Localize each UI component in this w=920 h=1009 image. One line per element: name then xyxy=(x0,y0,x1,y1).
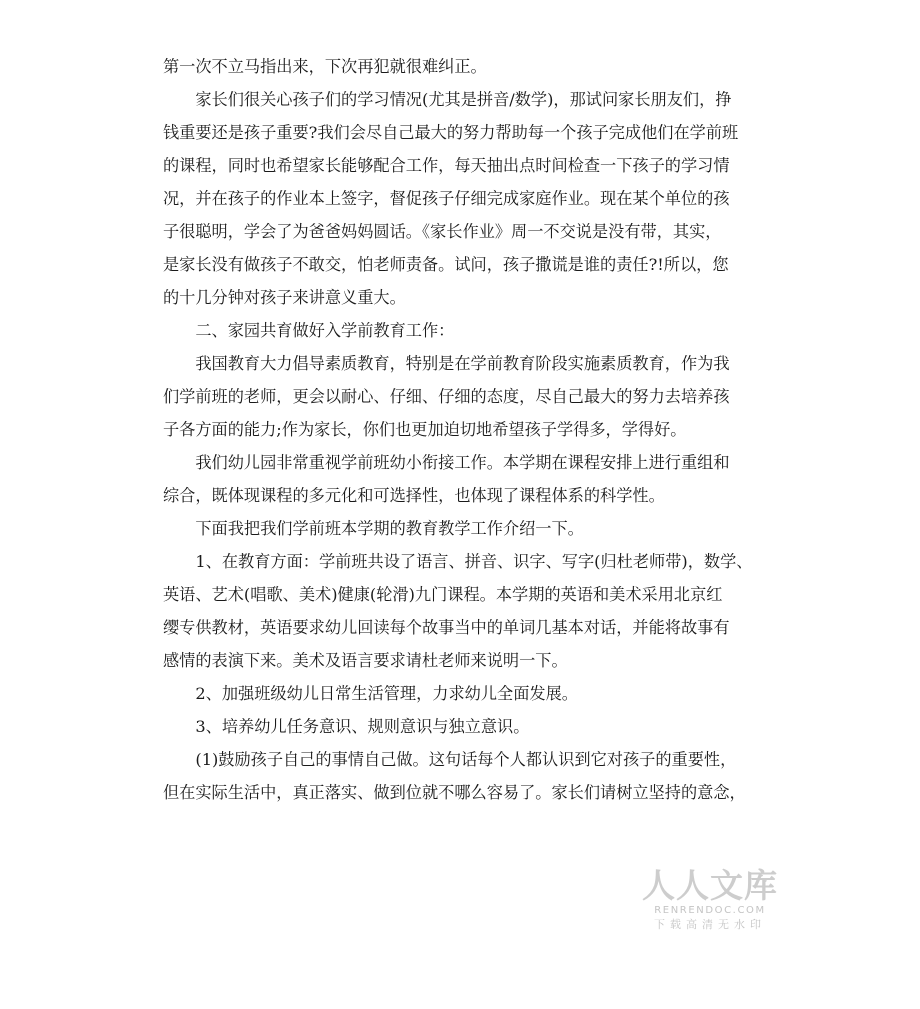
text-line: 第一次不立马指出来，下次再犯就很难纠正。 xyxy=(163,57,487,76)
text-line: (1)鼓励孩子自己的事情自己做。这句话每个人都认识到它对孩子的重要性， xyxy=(163,750,737,769)
text-line: 1、在教育方面：学前班共设了语言、拼音、识字、写字(归杜老师带)，数学、 xyxy=(163,552,753,571)
watermark-slogan: 下载高清无水印 xyxy=(654,918,766,931)
text-line: 钱重要还是孩子重要?我们会尽自己最大的努力帮助每一个孩子完成他们在学前班 xyxy=(163,123,739,142)
text-line: 我们幼儿园非常重视学前班幼小衔接工作。本学期在课程安排上进行重组和 xyxy=(163,453,730,472)
section-heading: 二、家园共育做好入学前教育工作： xyxy=(163,321,455,340)
text-line: 子很聪明，学会了为爸爸妈妈圆话。《家长作业》周一不交说是没有带，其实， xyxy=(163,222,722,241)
text-line: 感情的表演下来。美术及语言要求请杜老师来说明一下。 xyxy=(163,651,568,670)
text-line: 2、加强班级幼儿日常生活管理，力求幼儿全面发展。 xyxy=(163,684,578,703)
text-line: 的课程，同时也希望家长能够配合工作，每天抽出点时间检查一下孩子的学习情 xyxy=(163,156,730,175)
watermark-logo: 人人文库 xyxy=(642,866,778,905)
watermark-url: RENRENDOC.COM xyxy=(654,905,766,916)
watermark xyxy=(640,868,780,932)
text-line: 们学前班的老师，更会以耐心、仔细、仔细的态度，尽自己最大的努力去培养孩 xyxy=(163,387,730,406)
text-line: 我国教育大力倡导素质教育，特别是在学前教育阶段实施素质教育，作为我 xyxy=(163,354,730,373)
text-line: 况，并在孩子的作业本上签字，督促孩子仔细完成家庭作业。现在某个单位的孩 xyxy=(163,189,730,208)
text-line: 是家长没有做孩子不敢交，怕老师责备。试问，孩子撒谎是谁的责任?!所以，您 xyxy=(163,255,729,274)
text-line: 的十几分钟对孩子来讲意义重大。 xyxy=(163,288,406,307)
text-line: 下面我把我们学前班本学期的教育教学工作介绍一下。 xyxy=(163,519,584,538)
text-line: 但在实际生活中，真正落实、做到位就不哪么容易了。家长们请树立坚持的意念， xyxy=(163,783,746,802)
text-line: 英语、艺术(唱歌、美术)健康(轮滑)九门课程。本学期的英语和美术采用北京红 xyxy=(163,585,723,604)
text-line: 综合，既体现课程的多元化和可选择性，也体现了课程体系的科学性。 xyxy=(163,486,665,505)
text-line: 缨专供教材，英语要求幼儿回读每个故事当中的单词几基本对话，并能将故事有 xyxy=(163,618,730,637)
text-line: 子各方面的能力;作为家长，你们也更加迫切地希望孩子学得多，学得好。 xyxy=(163,420,687,439)
text-line: 家长们很关心孩子们的学习情况(尤其是拼音/数学)，那试问家长朋友们，挣 xyxy=(163,90,732,109)
text-line: 3、培养幼儿任务意识、规则意识与独立意识。 xyxy=(163,717,530,736)
